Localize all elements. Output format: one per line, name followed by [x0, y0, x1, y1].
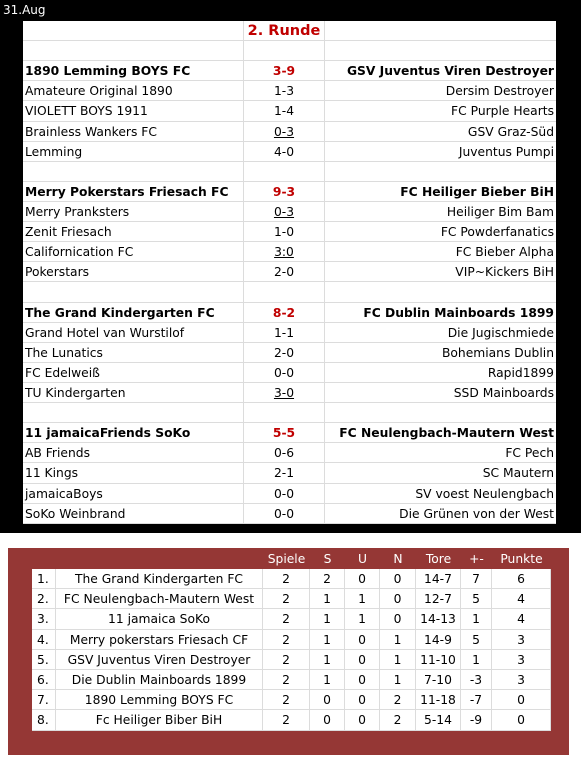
match-score: 1-4 [243, 101, 325, 120]
standings-rank-cell: 8. [32, 710, 56, 729]
standings-row [32, 670, 551, 690]
match-score: 0-0 [243, 484, 325, 503]
standings-column-header: Tore [425, 552, 452, 566]
standings-row [32, 569, 551, 589]
standings-row [32, 589, 551, 609]
standings-s-cell: 2 [310, 569, 345, 588]
standings-diff-cell: 7 [461, 569, 492, 588]
home-player-name: The Lunatics [25, 345, 103, 360]
standings-team-cell: Die Dublin Mainboards 1899 [56, 670, 263, 689]
away-team-name: FC Dublin Mainboards 1899 [363, 305, 554, 320]
away-player-name: VIP~Kickers BiH [455, 265, 554, 280]
match-score: 4-0 [243, 142, 325, 161]
standings-n-cell: 1 [380, 630, 416, 649]
standings-row [32, 650, 551, 670]
away-player-name: Bohemians Dublin [441, 345, 554, 360]
standings-panel [8, 548, 569, 755]
score-value-underlined: 3-0 [273, 385, 295, 400]
home-team-name: 11 jamaicaFriends SoKo [25, 426, 191, 441]
game-row [23, 383, 556, 403]
match-score [243, 403, 325, 422]
match-score [243, 282, 325, 301]
home-player-name: Californication FC [25, 245, 134, 260]
standings-rank-cell: 6. [32, 670, 56, 689]
home-player-name: Lemming [25, 144, 83, 159]
spacer-row [23, 41, 556, 61]
away-player-name: SSD Mainboards [453, 385, 554, 400]
fixtures-sheet [23, 21, 556, 524]
standings-s-cell: 1 [310, 630, 345, 649]
match-score: 0-0 [243, 504, 325, 523]
home-player-name: SoKo Weinbrand [25, 506, 126, 521]
standings-team-cell: 1890 Lemming BOYS FC [56, 690, 263, 709]
match-score: 1-1 [243, 323, 325, 342]
match-summary-row [23, 61, 556, 81]
standings-diff-cell: -9 [461, 710, 492, 729]
standings-n-cell: 0 [380, 589, 416, 608]
date-label: 31.Aug [3, 3, 46, 17]
away-player-name: FC Purple Hearts [451, 104, 554, 119]
game-row [23, 463, 556, 483]
game-row [23, 323, 556, 343]
home-player-name [23, 403, 243, 422]
away-player-name: SV voest Neulengbach [415, 486, 554, 501]
match-score: 5-5 [243, 423, 325, 442]
standings-n-cell: 0 [380, 569, 416, 588]
standings-team-cell: Fc Heiliger Biber BiH [56, 710, 263, 729]
standings-u-cell: 1 [345, 589, 380, 608]
away-player-name [325, 41, 556, 60]
match-score [243, 122, 325, 141]
standings-punkte-cell: 4 [492, 609, 551, 628]
standings-u-cell: 1 [345, 609, 380, 628]
standings-rank-cell: 2. [32, 589, 56, 608]
game-row [23, 122, 556, 142]
standings-row [32, 630, 551, 650]
match-score: 2-0 [243, 262, 325, 281]
match-score: 2-0 [243, 343, 325, 362]
standings-spiele-cell: 2 [263, 630, 310, 649]
home-player-name: AB Friends [25, 446, 90, 461]
standings-rank-cell: 3. [32, 609, 56, 628]
match-score [243, 242, 325, 261]
standings-tore-cell: 14-9 [416, 630, 461, 649]
standings-rank-cell: 5. [32, 650, 56, 669]
away-player-name [325, 403, 556, 422]
standings-team-cell: FC Neulengbach-Mautern West [56, 589, 263, 608]
away-player-name: Heiliger Bim Bam [446, 204, 554, 219]
match-score: 0-6 [243, 443, 325, 462]
standings-team-cell: The Grand Kindergarten FC [56, 569, 263, 588]
standings-punkte-cell: 3 [492, 670, 551, 689]
standings-u-cell: 0 [345, 690, 380, 709]
standings-tore-cell: 11-18 [416, 690, 461, 709]
game-row [23, 504, 556, 524]
standings-u-cell: 0 [345, 670, 380, 689]
standings-u-cell: 0 [345, 630, 380, 649]
match-score: 1-3 [243, 81, 325, 100]
away-team-name: GSV Juventus Viren Destroyer [346, 64, 554, 79]
away-player-name [325, 282, 556, 301]
standings-row [32, 609, 551, 629]
away-team-name: FC Heiliger Bieber BiH [400, 184, 554, 199]
standings-team-cell: GSV Juventus Viren Destroyer [56, 650, 263, 669]
away-player-name: FC Pech [505, 446, 554, 461]
home-player-name: Amateure Original 1890 [25, 84, 173, 99]
standings-diff-cell: 1 [461, 609, 492, 628]
match-summary-row [23, 423, 556, 443]
standings-tore-cell: 7-10 [416, 670, 461, 689]
standings-punkte-cell: 3 [492, 650, 551, 669]
standings-column-header: +- [469, 552, 484, 566]
home-team-name: The Grand Kindergarten FC [25, 305, 215, 320]
standings-s-cell: 1 [310, 609, 345, 628]
game-row [23, 262, 556, 282]
standings-s-cell: 1 [310, 589, 345, 608]
spacer-row [23, 282, 556, 302]
match-score [243, 162, 325, 181]
standings-s-cell: 1 [310, 650, 345, 669]
standings-diff-cell: 5 [461, 589, 492, 608]
score-value-underlined: 3:0 [274, 245, 294, 260]
home-player-name: FC Edelweiß [25, 365, 100, 380]
standings-n-cell: 0 [380, 609, 416, 628]
away-team-name: FC Neulengbach-Mautern West [339, 426, 554, 441]
away-player-name: Juventus Pumpi [458, 144, 554, 159]
home-player-name: Grand Hotel van Wurstilof [25, 325, 185, 340]
standings-n-cell: 1 [380, 650, 416, 669]
home-player-name: TU Kindergarten [25, 385, 126, 400]
round-title: 2. Runde [243, 21, 325, 40]
standings-tore-cell: 14-7 [416, 569, 461, 588]
away-player-name [325, 162, 556, 181]
standings-column-header: Punkte [500, 552, 543, 566]
standings-punkte-cell: 4 [492, 589, 551, 608]
standings-punkte-cell: 6 [492, 569, 551, 588]
home-player-name [23, 282, 243, 301]
round-header-row [23, 21, 556, 41]
standings-table [32, 569, 551, 731]
standings-tore-cell: 11-10 [416, 650, 461, 669]
match-score [243, 41, 325, 60]
game-row [23, 484, 556, 504]
standings-punkte-cell: 0 [492, 690, 551, 709]
standings-column-header: U [357, 552, 367, 566]
standings-spiele-cell: 2 [263, 710, 310, 729]
home-player-name [23, 41, 243, 60]
game-row [23, 142, 556, 162]
away-player-name: FC Bieber Alpha [455, 245, 554, 260]
away-player-name: SC Mautern [482, 466, 554, 481]
score-value-underlined: 0-3 [273, 204, 295, 219]
match-score: 8-2 [243, 303, 325, 322]
standings-spiele-cell: 2 [263, 650, 310, 669]
home-player-name: jamaicaBoys [25, 486, 103, 501]
standings-n-cell: 1 [380, 670, 416, 689]
standings-u-cell: 0 [345, 569, 380, 588]
score-value-underlined: 0-3 [273, 124, 295, 139]
away-player-name [325, 21, 556, 40]
game-row [23, 343, 556, 363]
spacer-row [23, 162, 556, 182]
standings-punkte-cell: 3 [492, 630, 551, 649]
away-player-name: FC Powderfanatics [440, 225, 554, 240]
match-summary-row [23, 303, 556, 323]
match-score: 9-3 [243, 182, 325, 201]
standings-rank-cell: 1. [32, 569, 56, 588]
game-row [23, 242, 556, 262]
standings-diff-cell: 1 [461, 650, 492, 669]
standings-tore-cell: 14-13 [416, 609, 461, 628]
home-player-name: Pokerstars [25, 265, 90, 280]
standings-row [32, 690, 551, 710]
away-player-name: GSV Graz-Süd [467, 124, 554, 139]
standings-tore-cell: 12-7 [416, 589, 461, 608]
home-player-name [23, 162, 243, 181]
match-summary-row [23, 182, 556, 202]
standings-spiele-cell: 2 [263, 589, 310, 608]
home-player-name: VIOLETT BOYS 1911 [25, 104, 148, 119]
home-player-name: Zenit Friesach [25, 225, 112, 240]
standings-header [8, 550, 569, 568]
game-row [23, 222, 556, 242]
standings-rank-cell: 4. [32, 630, 56, 649]
standings-n-cell: 2 [380, 690, 416, 709]
standings-column-header: Spiele [267, 552, 306, 566]
standings-u-cell: 0 [345, 710, 380, 729]
spacer-row [23, 403, 556, 423]
standings-u-cell: 0 [345, 650, 380, 669]
home-team-name: Merry Pokerstars Friesach FC [25, 184, 229, 199]
standings-spiele-cell: 2 [263, 670, 310, 689]
standings-diff-cell: -7 [461, 690, 492, 709]
match-score: 1-0 [243, 222, 325, 241]
away-player-name: Die Jugischmiede [447, 325, 554, 340]
game-row [23, 81, 556, 101]
match-score: 0-0 [243, 363, 325, 382]
standings-punkte-cell: 0 [492, 710, 551, 729]
home-player-name: Merry Pranksters [25, 204, 130, 219]
home-team-name: 1890 Lemming BOYS FC [25, 64, 191, 79]
standings-column-header: N [393, 552, 403, 566]
game-row [23, 443, 556, 463]
away-player-name: Die Grünen von der West [399, 506, 554, 521]
standings-diff-cell: 5 [461, 630, 492, 649]
standings-s-cell: 0 [310, 710, 345, 729]
game-row [23, 101, 556, 121]
match-score [243, 202, 325, 221]
standings-spiele-cell: 2 [263, 609, 310, 628]
standings-spiele-cell: 2 [263, 569, 310, 588]
home-player-name: Brainless Wankers FC [25, 124, 157, 139]
standings-spiele-cell: 2 [263, 690, 310, 709]
game-row [23, 363, 556, 383]
standings-s-cell: 1 [310, 670, 345, 689]
standings-row [32, 710, 551, 730]
match-score [243, 383, 325, 402]
home-player-name [23, 21, 243, 40]
away-player-name: Rapid1899 [487, 365, 554, 380]
standings-team-cell: Merry pokerstars Friesach CF [56, 630, 263, 649]
match-score: 2-1 [243, 463, 325, 482]
match-score: 3-9 [243, 61, 325, 80]
standings-diff-cell: -3 [461, 670, 492, 689]
standings-n-cell: 2 [380, 710, 416, 729]
standings-column-header: S [323, 552, 332, 566]
standings-rank-cell: 7. [32, 690, 56, 709]
standings-team-cell: 11 jamaica SoKo [56, 609, 263, 628]
standings-tore-cell: 5-14 [416, 710, 461, 729]
away-player-name: Dersim Destroyer [445, 84, 554, 99]
game-row [23, 202, 556, 222]
standings-s-cell: 0 [310, 690, 345, 709]
home-player-name: 11 Kings [25, 466, 79, 481]
